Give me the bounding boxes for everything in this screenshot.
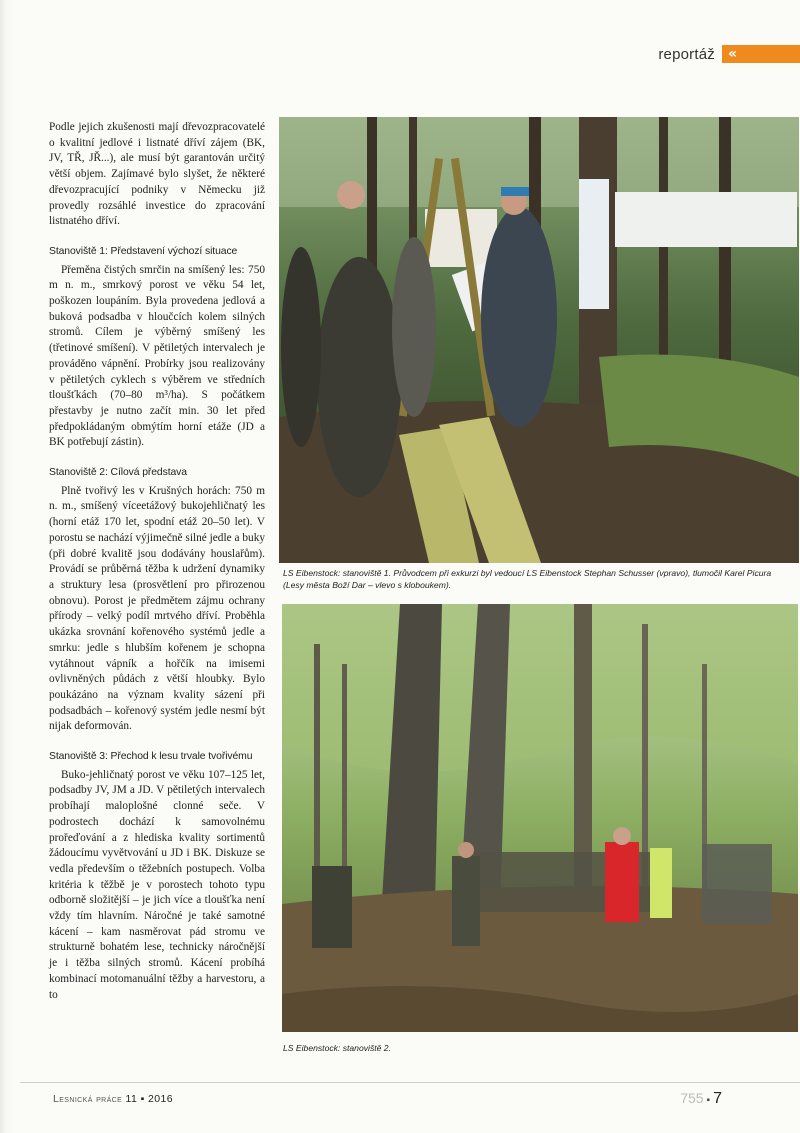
page-total: 755 xyxy=(680,1090,704,1106)
photo1-caption: LS Eibenstock: stanoviště 1. Průvodcem při exkurzi byl vedoucí LS Eibenstock Stephan Schusser (vpravo), tlumočil Karel Picura (Lesy města Boží Dar – vlevo s kloboukem). xyxy=(283,568,772,590)
page-number: 7 xyxy=(713,1090,722,1107)
station2-heading: Stanoviště 2: Cílová představa xyxy=(49,467,187,479)
photo-station-1 xyxy=(279,117,799,563)
station2-paragraph: Plně tvořivý les v Krušných horách: 750 m n. m., smíšený víceetážový bukojehličnatý les (horní etáž 170 let, spodní etáž 20–50 let). V porostu se nachází výjimečně silné jedle a buky (při dobré kvalitě jsou dodávány houslařům). Provádí se průběrná těžba k udržení dynamiky a struktury lesa (prosvětlení pro přirozenou obnovu). Porost je předmětem zájmu ochrany přírody – velký podíl mrtvého dříví. Proběhla ukázka srovnání kořenového systémů jedle a smrku: jedle s hlubším kořenem je schopna vytáhnout vápník a hořčík na imisemi ovlivněných půdách z větší hloubky. Bylo poukázáno na význam kvality sázení při podsadbách – kořenový systém jedle nesmí být nijak deformován. xyxy=(49,484,265,733)
journal-name: Lesnická práce xyxy=(53,1093,123,1105)
intro-paragraph: Podle jejich zkušenosti mají dřevozpracovatelé o kvalitní jedlové i listnaté dříví zájem (BK, JV, TŘ, JŘ...), ale musí být garantován určitý větší objem. Zajímavé bylo slyšet, že některé dřevozpracující podniky v Německu již provedly rozsáhlé investice do zpracování listnatého dříví. xyxy=(49,121,265,228)
station3-heading: Stanoviště 3: Přechod k lesu trvale tvořivému xyxy=(49,751,253,763)
article-column xyxy=(49,120,265,1003)
section-tag xyxy=(658,44,800,64)
photo2-caption: LS Eibenstock: stanoviště 2. xyxy=(283,1043,391,1053)
footer-rule xyxy=(20,1082,800,1083)
chevron-left-icon: « xyxy=(722,45,800,63)
footer-page xyxy=(680,1090,722,1108)
footer-journal xyxy=(53,1093,173,1105)
page-separator: ▪ xyxy=(706,1095,711,1106)
photo-station-2 xyxy=(282,604,798,1032)
station3-paragraph: Buko-jehličnatý porost ve věku 107–125 let, podsadby JV, JM a JD. V pětiletých intervalech probíhají maloplošné clonné seče. V podrostech dochází k samovolnému prořeďování a z hlediska kvality sortimentů žádoucímu vyvětvování u JD i BK. Diskuze se vedla především o těžebních postupech. Volba kritéria k těžbě je v porostech tohoto typu odborně složitější – je jich více a tloušťka není vždy tím hlavním. Náročné je také samotné kácení – kam nasměrovat pád stromu ve strukturně bohatém lese, technicky náročnější je i těžba silných stromů. Kácení probíhá kombinací motomanuální těžby a harvestoru, a to xyxy=(49,768,265,1001)
station1-heading: Stanoviště 1: Představení výchozí situace xyxy=(49,245,238,257)
station1-paragraph: Přeměna čistých smrčin na smíšený les: 750 m n. m., smrkový porost ve věku 54 let, poškozen loupáním. Byla provedena jedlová a buková podsadba v hloučcích kolem silných stromů. Cílem je výběrný smíšený les (třetinové smíšení). V pětiletých intervalech je prováděno vápnění. Probírky jsou realizovány v pětiletých cyklech s výběrem ve středních tloušťkách (70–80 m³/ha). S počátkem přestavby je nutno začít min. 30 let před předpokládaným obmýtím horní etáže (JD a BK potřebují zástin). xyxy=(49,263,265,449)
section-label: reportáž xyxy=(658,45,715,63)
journal-issue: 11 ▪ 2016 xyxy=(125,1093,173,1105)
